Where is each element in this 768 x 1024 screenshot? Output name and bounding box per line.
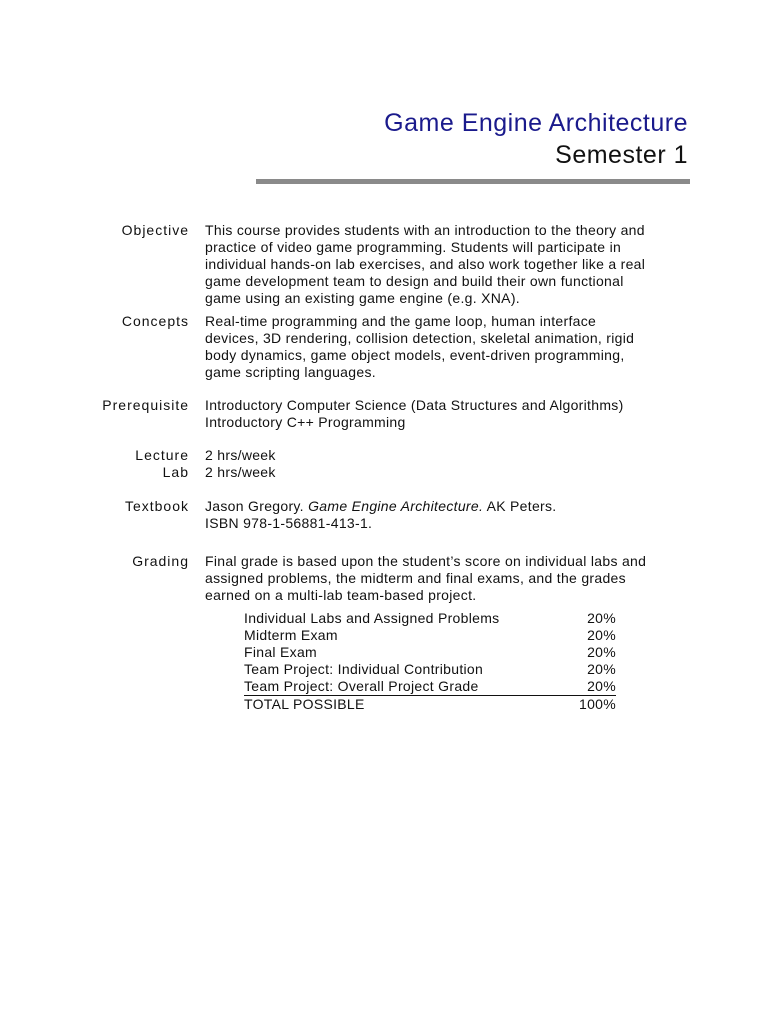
header-rule [256, 179, 690, 184]
lecture-text [205, 447, 695, 464]
grade-item-name: Team Project: Individual Contribution [244, 661, 484, 677]
grade-item-name: Final Exam [244, 644, 318, 660]
grade-item-weight: 20% [587, 644, 616, 660]
grade-row [244, 610, 616, 627]
concepts-label: Concepts [121, 313, 189, 329]
page-subtitle: Semester 1 [555, 141, 688, 169]
lab-hours: 2 hrs/week [205, 464, 276, 480]
textbook-label: Textbook [124, 498, 189, 514]
textbook-text [205, 498, 695, 532]
grading-line: earned on a multi-lab team-based project. [205, 587, 477, 603]
objective-label: Objective [121, 222, 189, 238]
textbook-author: Jason Gregory. [205, 498, 304, 514]
grade-row [244, 627, 616, 644]
lecture-label: Lecture [135, 447, 189, 463]
lab-label: Lab [162, 464, 189, 480]
prerequisite-text [205, 397, 695, 431]
concepts-line: body dynamics, game object models, event-driven programming, [205, 347, 625, 363]
grade-row [244, 644, 616, 661]
grade-item-name: Midterm Exam [244, 627, 338, 643]
grading-line: Final grade is based upon the student’s score on individual labs and [205, 553, 647, 569]
grade-total-weight: 100% [578, 696, 616, 712]
grade-item-weight: 20% [587, 610, 616, 626]
objective-line: game development team to design and build their own functional [205, 273, 624, 289]
grade-item-name: Individual Labs and Assigned Problems [244, 610, 500, 626]
objective-line: individual hands-on lab exercises, and also work together like a real [205, 256, 646, 272]
grade-item-weight: 20% [587, 678, 616, 694]
grading-text [205, 553, 695, 604]
objective-line: This course provides students with an introduction to the theory and [205, 222, 645, 238]
textbook-citation [205, 498, 695, 515]
lab-text [205, 464, 695, 481]
objective-text [205, 222, 695, 307]
objective-line: practice of video game programming. Students will participate in [205, 239, 622, 255]
concepts-line: game scripting languages. [205, 364, 376, 380]
grade-total-label: TOTAL POSSIBLE [244, 696, 365, 712]
grade-total-row [244, 696, 616, 713]
grade-breakdown-table [244, 610, 616, 713]
textbook-publisher: AK Peters. [486, 498, 557, 514]
page-title: Game Engine Architecture [384, 109, 688, 137]
prerequisite-line: Introductory Computer Science (Data Structures and Algorithms) [205, 397, 624, 413]
grade-item-weight: 20% [587, 627, 616, 643]
grade-row [244, 661, 616, 678]
prerequisite-line: Introductory C++ Programming [205, 414, 406, 430]
grade-row [244, 678, 616, 696]
prerequisite-label: Prerequisite [102, 397, 189, 413]
textbook-title: Game Engine Architecture. [308, 498, 484, 514]
concepts-line: Real-time programming and the game loop, human interface [205, 313, 597, 329]
grade-item-name: Team Project: Overall Project Grade [244, 678, 479, 694]
concepts-text [205, 313, 695, 381]
grading-label: Grading [132, 553, 189, 569]
textbook-isbn: ISBN 978-1-56881-413-1. [205, 515, 373, 531]
concepts-line: devices, 3D rendering, collision detection, skeletal animation, rigid [205, 330, 635, 346]
objective-line: game using an existing game engine (e.g. XNA). [205, 290, 520, 306]
lecture-hours: 2 hrs/week [205, 447, 276, 463]
grading-line: assigned problems, the midterm and final exams, and the grades [205, 570, 626, 586]
grade-item-weight: 20% [587, 661, 616, 677]
